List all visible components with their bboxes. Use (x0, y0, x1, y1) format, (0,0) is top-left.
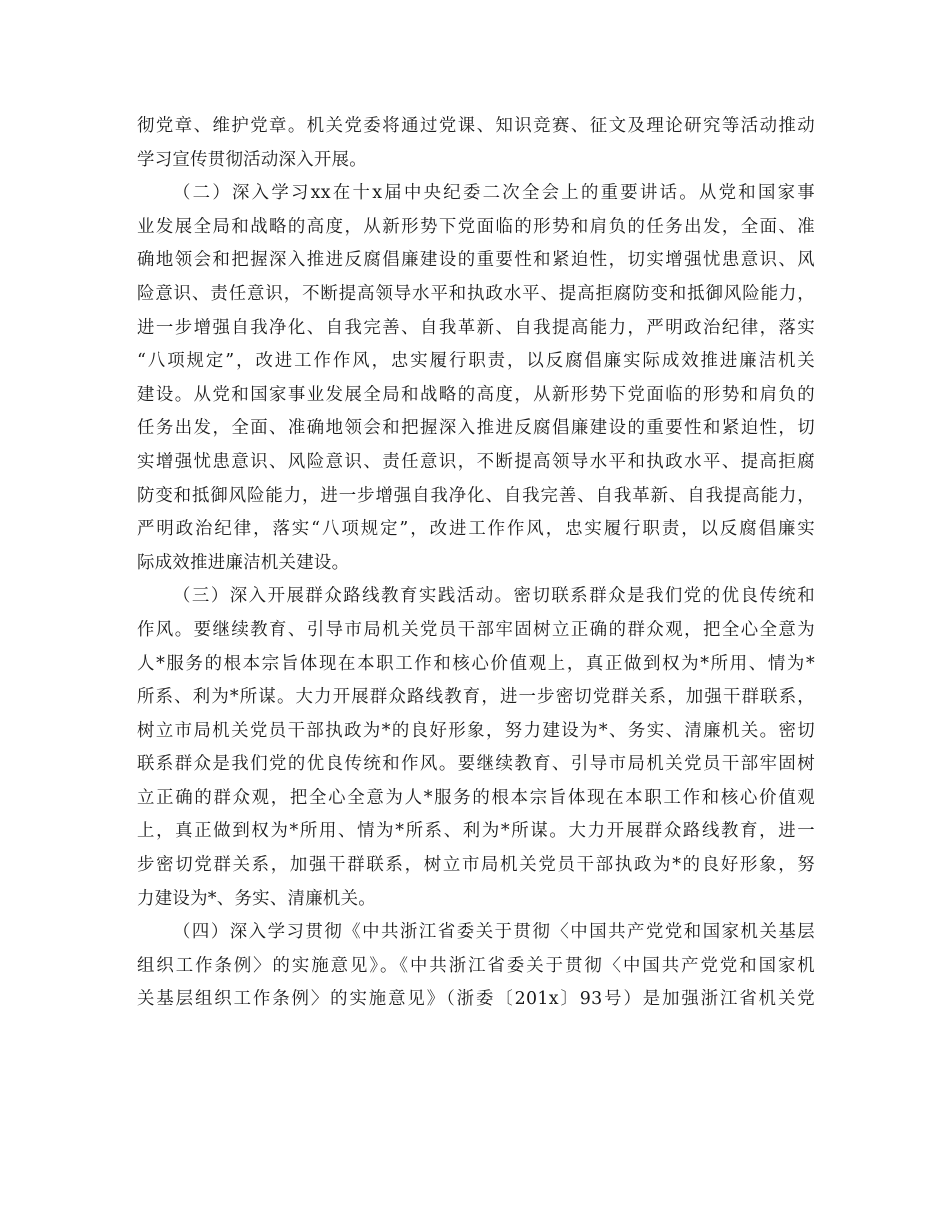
text-line: 树立市局机关党员干部执政为*的良好形象，努力建设为*、务实、清廉机关。密切 (137, 720, 815, 741)
text-line: 防变和抵御风险能力，进一步增强自我净化、自我完善、自我革新、自我提高能力， (137, 485, 815, 506)
text-line: 进一步增强自我净化、自我完善、自我革新、自我提高能力，严明政治纪律，落实 (137, 317, 815, 338)
text-line: 步密切党群关系，加强干群联系，树立市局机关党员干部执政为*的良好形象，努 (137, 855, 815, 876)
text-line: 组织工作条例〉的实施意见》。《中共浙江省委关于贯彻〈中国共产党党和国家机 (137, 955, 815, 976)
text-line: 确地领会和把握深入推进反腐倡廉建设的重要性和紧迫性，切实增强忧患意识、风 (137, 250, 815, 271)
text-line: 力建设为*、务实、清廉机关。 (137, 888, 376, 909)
text-line: 上，真正做到权为*所用、情为*所系、利为*所谋。大力开展群众路线教育，进一 (137, 821, 815, 842)
text-line: 实增强忧患意识、风险意识、责任意识，不断提高领导水平和执政水平、提高拒腐 (137, 451, 815, 472)
text-line: 建设。从党和国家事业发展全局和战略的高度，从新形势下党面临的形势和肩负的 (137, 384, 815, 405)
text-line: “八项规定”，改进工作作风，忠实履行职责，以反腐倡廉实际成效推进廉洁机关 (137, 351, 815, 372)
document-body (137, 110, 815, 1017)
text-line: 所系、利为*所谋。大力开展群众路线教育，进一步密切党群关系，加强干群联系， (137, 687, 815, 708)
section-heading-line: （二）深入学习xx在十x届中央纪委二次全会上的重要讲话。从党和国家事 (173, 183, 815, 204)
text-line: 人*服务的根本宗旨体现在本职工作和核心价值观上，真正做到权为*所用、情为* (137, 653, 815, 674)
text-line: 业发展全局和战略的高度，从新形势下党面临的形势和肩负的任务出发，全面、准 (137, 216, 815, 237)
text-line: 作风。要继续教育、引导市局机关党员干部牢固树立正确的群众观，把全心全意为 (137, 619, 815, 640)
text-line: 联系群众是我们党的优良传统和作风。要继续教育、引导市局机关党员干部牢固树 (137, 754, 815, 775)
text-line: 际成效推进廉洁机关建设。 (137, 552, 350, 573)
text-line: 立正确的群众观，把全心全意为人*服务的根本宗旨体现在本职工作和核心价值观 (137, 787, 815, 808)
text-line: 学习宣传贯彻活动深入开展。 (137, 149, 367, 170)
text-line: 严明政治纪律，落实“八项规定”，改进工作作风，忠实履行职责，以反腐倡廉实 (137, 519, 815, 540)
text-line: 险意识、责任意识，不断提高领导水平和执政水平、提高拒腐防变和抵御风险能力， (137, 283, 815, 304)
text-line: 任务出发，全面、准确地领会和把握深入推进反腐倡廉建设的重要性和紧迫性，切 (137, 418, 815, 439)
text-line: 彻党章、维护党章。机关党委将通过党课、知识竞赛、征文及理论研究等活动推动 (137, 116, 815, 136)
text-line: 关基层组织工作条例〉的实施意见》（浙委〔201x〕93号）是加强浙江省机关党 (137, 989, 815, 1010)
section-heading-line: （四）深入学习贯彻《中共浙江省委关于贯彻〈中国共产党党和国家机关基层 (173, 922, 815, 943)
section-heading-line: （三）深入开展群众路线教育实践活动。密切联系群众是我们党的优良传统和 (173, 586, 815, 607)
